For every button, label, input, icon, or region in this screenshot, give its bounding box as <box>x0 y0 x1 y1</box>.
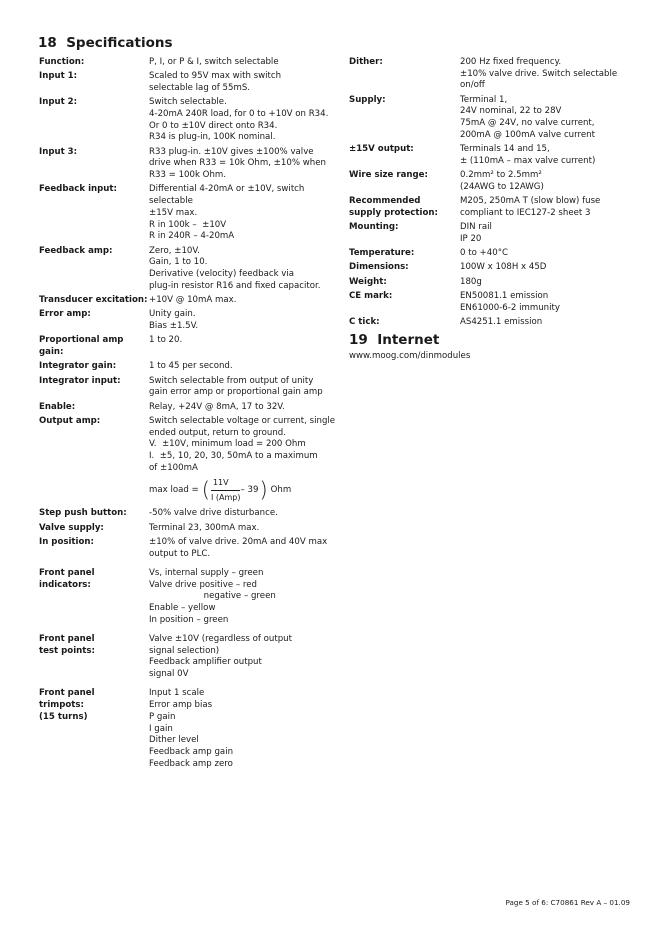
spec-value-line: Bias ±1.5V. <box>149 320 199 331</box>
spec-value <box>149 361 331 373</box>
section-18-title: Specifications <box>66 35 173 51</box>
spec-value-line: 100W x 108H x 45D <box>460 262 547 273</box>
spec-row <box>349 57 624 92</box>
spec-value-line: selectable lag of 55mS. <box>149 83 251 93</box>
spec-value-line: Or 0 to ±10V direct onto R34. <box>149 120 278 131</box>
spec-label-line: Function: <box>39 57 85 67</box>
spec-row <box>39 634 331 681</box>
spec-value <box>149 295 331 307</box>
spec-row <box>349 277 624 289</box>
spec-value-line: R in 100k – ±10V <box>149 219 227 230</box>
spec-label <box>349 317 460 329</box>
spec-value-line: P gain <box>149 711 176 722</box>
spec-value <box>460 291 624 314</box>
section-18-number: 18 <box>38 35 57 51</box>
spec-row <box>39 71 331 94</box>
section-18-heading <box>38 35 173 51</box>
spec-row <box>39 147 331 182</box>
spec-value <box>149 537 331 560</box>
spec-value-line: Relay, +24V @ 8mA, 17 to 32V. <box>149 401 285 412</box>
spec-label <box>39 537 149 560</box>
spec-row <box>349 144 624 167</box>
spec-label <box>39 361 149 373</box>
spec-value-line: Valve drive positive – red <box>149 579 258 590</box>
spec-label-line: Feedback amp: <box>39 245 113 256</box>
spec-label-line: Step push button: <box>39 508 127 519</box>
spec-value-line: I. ±5, 10, 20, 30, 50mA to a maximum <box>149 450 318 461</box>
spec-value-line: drive when R33 = 10k Ohm, ±10% when <box>149 158 326 169</box>
formula-open-paren: ( <box>201 478 210 503</box>
spec-label-line: trimpots: <box>39 700 84 711</box>
spec-value-line: AS4251.1 emission <box>460 317 543 327</box>
spec-value-line: negative – green <box>149 591 276 602</box>
spec-label <box>349 144 460 167</box>
spec-label-line: Front panel <box>39 688 95 699</box>
spec-label <box>39 97 149 144</box>
formula-prefix: max load = <box>149 484 199 495</box>
max-load-formula <box>149 477 335 503</box>
spec-label-line: Error amp: <box>39 309 91 320</box>
spec-label-line: Enable: <box>39 401 76 412</box>
spec-label <box>349 248 460 260</box>
spec-label-line: Recommended <box>349 196 421 207</box>
spec-label <box>349 277 460 289</box>
spec-value-line: selectable <box>149 196 193 207</box>
spec-value-line: (24AWG to 12AWG) <box>460 181 544 192</box>
spec-label <box>39 568 149 627</box>
spec-row <box>39 184 331 243</box>
spec-value <box>149 523 331 535</box>
spec-value-line: Terminals 14 and 15, <box>460 144 550 155</box>
spec-value-line: IP 20 <box>460 233 482 244</box>
spec-label-line: ±15V output: <box>349 144 414 155</box>
spec-value-line: Terminal 23, 300mA max. <box>149 522 260 533</box>
spec-row <box>39 508 331 520</box>
spec-label-line: test points: <box>39 645 95 656</box>
spec-value-line: R33 plug-in. ±10V gives ±100% valve <box>149 146 314 157</box>
spec-label-line: Temperature: <box>349 248 415 259</box>
spec-label <box>349 57 460 92</box>
spec-value <box>149 97 331 144</box>
spec-value-line: 1 to 45 per second. <box>149 361 233 372</box>
spec-row <box>39 523 331 535</box>
spec-value-line: R in 240R – 4-20mA <box>149 231 235 242</box>
spec-row <box>39 57 331 69</box>
spec-row <box>349 291 624 314</box>
spec-value-line: output to PLC. <box>149 548 211 559</box>
formula-numerator: 11V <box>211 477 241 491</box>
spec-value <box>460 144 624 167</box>
spec-label <box>349 222 460 245</box>
spec-label <box>349 170 460 193</box>
spec-value <box>149 147 331 182</box>
spec-value <box>460 277 624 289</box>
spec-value-line: Enable – yellow <box>149 603 216 614</box>
section-19-title: Internet <box>377 332 440 348</box>
spec-row <box>39 97 331 144</box>
spec-label-line: Input 3: <box>39 146 78 157</box>
spec-value-line: Dither level <box>149 735 199 746</box>
spec-label <box>39 295 149 307</box>
spec-value-line: +10V @ 10mA max. <box>149 294 237 305</box>
spec-label <box>349 291 460 314</box>
spec-label-line: Weight: <box>349 276 387 287</box>
spec-row <box>39 309 331 332</box>
spec-value-line: Feedback amplifier output <box>149 657 262 668</box>
spec-value-line: compliant to IEC127-2 sheet 3 <box>460 207 591 218</box>
spec-value-line: ± (110mA – max valve current) <box>460 155 596 166</box>
spec-label-line: Supply: <box>349 94 386 105</box>
spec-value-line: P, I, or P & I, switch selectable <box>149 57 279 67</box>
spec-label-line: supply protection: <box>349 207 438 218</box>
formula-unit: Ohm <box>270 484 292 495</box>
spec-value-line: 24V nominal, 22 to 28V <box>460 106 562 117</box>
spec-value <box>460 95 624 142</box>
spec-value <box>149 416 335 506</box>
spec-label <box>39 71 149 94</box>
spec-value <box>149 309 331 332</box>
spec-value-line: gain error amp or proportional gain amp <box>149 387 323 398</box>
spec-row <box>39 415 336 506</box>
spec-value <box>149 376 331 399</box>
spec-label-line: Dither: <box>349 57 383 67</box>
page-footer: Page 5 of 6: C70861 Rev A – 01.09 <box>505 898 630 907</box>
spec-label-line: Transducer excitation: <box>39 294 148 305</box>
spec-label-line: Output amp: <box>39 415 101 426</box>
spec-label-line: In position: <box>39 536 94 547</box>
spec-value-line: EN61000-6-2 immunity <box>460 302 560 313</box>
formula-denominator: I (Amp) <box>210 493 241 503</box>
spec-value <box>149 246 331 293</box>
specifications-left-column <box>39 57 336 773</box>
spec-row <box>349 262 624 274</box>
spec-row <box>349 317 624 329</box>
section-19-number: 19 <box>349 332 368 348</box>
spec-value <box>149 71 331 94</box>
spec-value <box>149 184 331 243</box>
spec-value-line: EN50081.1 emission <box>460 291 549 301</box>
spec-value <box>149 335 331 358</box>
spec-value <box>149 568 331 627</box>
spec-label <box>39 184 149 243</box>
spec-row <box>39 246 331 293</box>
spec-row <box>39 688 331 770</box>
spec-value-line: 180g <box>460 276 482 287</box>
spec-label <box>39 523 149 535</box>
spec-value-line: Differential 4-20mA or ±10V, switch <box>149 184 305 195</box>
spec-value-line: Scaled to 95V max with switch <box>149 71 282 82</box>
spec-label <box>39 309 149 332</box>
spec-value-line: 200mA @ 100mA valve current <box>460 129 595 140</box>
spec-label <box>39 688 149 770</box>
section-19-heading <box>349 332 439 348</box>
spec-label-line: Feedback input: <box>39 184 117 195</box>
spec-label-line: Input 1: <box>39 71 78 82</box>
spec-row <box>39 361 331 373</box>
spec-label <box>39 634 149 681</box>
spec-value <box>460 222 624 245</box>
spec-value-line: Terminal 1, <box>460 94 508 105</box>
spec-value-line: Switch selectable. <box>149 97 227 108</box>
spec-row <box>39 402 331 414</box>
spec-value-line: I gain <box>149 723 173 734</box>
internet-url-link[interactable]: www.moog.com/dinmodules <box>349 351 471 361</box>
spec-label <box>39 335 149 358</box>
spec-value-line: 0 to +40°C <box>460 248 508 259</box>
spec-value <box>460 248 624 260</box>
spec-label <box>349 262 460 274</box>
spec-label <box>39 416 149 506</box>
spec-value-line: 75mA @ 24V, no valve current, <box>460 118 595 129</box>
spec-label <box>39 147 149 182</box>
spec-value-line: V. ±10V, minimum load = 200 Ohm <box>149 439 306 450</box>
spec-value <box>460 196 624 219</box>
spec-label-line: indicators: <box>39 579 91 590</box>
spec-value-line: Vs, internal supply – green <box>149 567 264 578</box>
spec-value-line: ended output, return to ground. <box>149 427 286 438</box>
formula-fraction <box>211 477 241 503</box>
formula-minus: – 39 <box>240 484 259 495</box>
spec-value <box>149 634 331 681</box>
spec-value-line: ±15V max. <box>149 207 198 218</box>
spec-value <box>460 317 624 329</box>
spec-value-line: In position – green <box>149 614 229 625</box>
spec-label-line: Dimensions: <box>349 262 409 273</box>
spec-label <box>39 402 149 414</box>
spec-row <box>39 295 331 307</box>
spec-label <box>39 376 149 399</box>
spec-value-line: Switch selectable from output of unity <box>149 375 314 386</box>
spec-value-line: R34 is plug-in, 100K nominal. <box>149 132 276 143</box>
spec-value-line: Unity gain. <box>149 309 196 320</box>
spec-label-line: (15 turns) <box>39 711 88 722</box>
spec-value <box>149 688 331 770</box>
spec-row <box>39 335 331 358</box>
spec-value-line: on/off <box>460 80 485 91</box>
spec-value <box>460 262 624 274</box>
spec-value <box>149 57 331 69</box>
spec-value-line: Feedback amp gain <box>149 746 234 757</box>
spec-value-line: of ±100mA <box>149 462 198 473</box>
spec-label <box>349 95 460 142</box>
spec-row <box>39 568 331 627</box>
spec-value-line: 200 Hz fixed frequency. <box>460 57 562 67</box>
spec-value-line: Error amp bias <box>149 700 213 711</box>
spec-value-line: 0.2mm² to 2.5mm² <box>460 170 542 181</box>
spec-row <box>349 196 624 219</box>
spec-label-line: CE mark: <box>349 291 393 301</box>
spec-value-line: ±10% of valve drive. 20mA and 40V max <box>149 536 328 547</box>
spec-value-line: M205, 250mA T (slow blow) fuse <box>460 196 601 207</box>
spec-label-line: Valve supply: <box>39 522 104 533</box>
spec-label-line: Input 2: <box>39 97 78 108</box>
spec-label <box>39 57 149 69</box>
spec-label-line: Front panel <box>39 634 95 645</box>
spec-value-line: DIN rail <box>460 222 492 233</box>
spec-row <box>349 222 624 245</box>
spec-value-line: R33 = 100k Ohm. <box>149 170 226 181</box>
spec-value-line: 4-20mA 240R load, for 0 to +10V on R34. <box>149 109 329 119</box>
spec-label-line: Integrator gain: <box>39 361 117 372</box>
spec-label-line: Proportional amp gain: <box>39 335 124 357</box>
spec-value-line: signal selection) <box>149 645 220 656</box>
spec-value-line: plug-in resistor R16 and fixed capacitor. <box>149 280 321 291</box>
spec-value-line: Gain, 1 to 10. <box>149 257 208 268</box>
spec-row <box>349 95 624 142</box>
spec-value-line: -50% valve drive disturbance. <box>149 508 278 519</box>
spec-value-line: Switch selectable voltage or current, single <box>149 415 336 426</box>
spec-value-line: Feedback amp zero <box>149 758 233 769</box>
spec-label-line: Wire size range: <box>349 170 428 181</box>
spec-value-line: 1 to 20. <box>149 335 183 346</box>
spec-label <box>39 508 149 520</box>
spec-value <box>460 57 624 92</box>
spec-value-line: Zero, ±10V. <box>149 245 200 256</box>
spec-value-line: ±10% valve drive. Switch selectable <box>460 68 618 79</box>
spec-label-line: Front panel <box>39 567 95 578</box>
spec-value-line: Derivative (velocity) feedback via <box>149 268 295 279</box>
spec-value <box>149 508 331 520</box>
spec-value-line: signal 0V <box>149 669 189 680</box>
spec-label-line: Mounting: <box>349 222 399 233</box>
spec-row <box>39 537 331 560</box>
spec-label <box>349 196 460 219</box>
specifications-right-column <box>349 57 624 331</box>
spec-row <box>39 376 331 399</box>
spec-value <box>149 402 331 414</box>
spec-label-line: C tick: <box>349 317 380 327</box>
spec-value-line: Input 1 scale <box>149 688 205 699</box>
spec-label-line: Integrator input: <box>39 375 121 386</box>
formula-close-paren: ) <box>259 478 268 503</box>
spec-label <box>39 246 149 293</box>
spec-value <box>460 170 624 193</box>
spec-value-line: Valve ±10V (regardless of output <box>149 634 292 645</box>
spec-row <box>349 170 624 193</box>
spec-row <box>349 248 624 260</box>
